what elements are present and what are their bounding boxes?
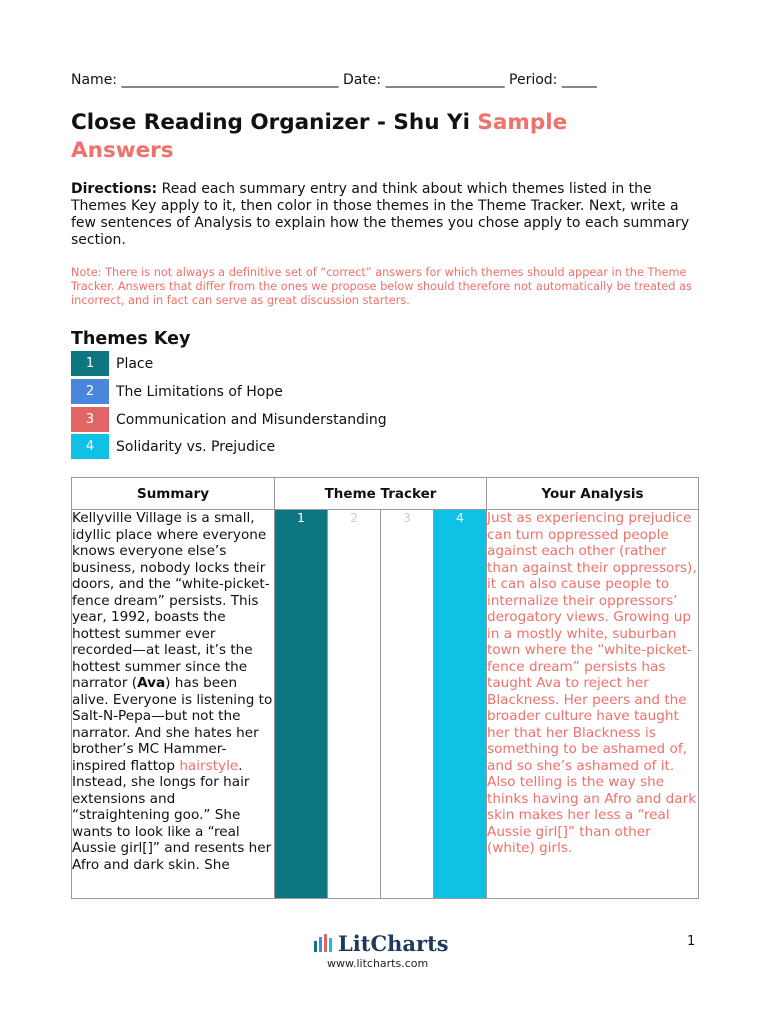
theme-number-badge: 3 (71, 407, 109, 432)
theme-number-badge: 2 (71, 379, 109, 404)
theme-cell-4[interactable]: 4 (434, 510, 487, 899)
theme-label: Communication and Misunderstanding (116, 411, 387, 428)
date-label: Date: (342, 72, 382, 88)
footer-url[interactable]: www.litcharts.com (327, 957, 429, 970)
theme-tracker-table (71, 477, 699, 899)
summary-cell (72, 510, 275, 899)
litcharts-logo[interactable] (314, 929, 449, 957)
theme-key-item (71, 351, 153, 376)
date-field[interactable]: _________________ (385, 72, 505, 88)
directions-text: Read each summary entry and think about which themes listed in the Themes Key apply to it, then color in those themes in the Theme Tracker. Next, write a few sentences of Analysis to explain how the themes you chose apply to each summary section. (71, 181, 690, 248)
note-paragraph: Note: There is not always a definitive set of “correct” answers for which themes should appear in the Theme Tracker. Answers that differ from the ones we propose below should therefore not automatically be treated as incorrect, and in fact can serve as great discussion starters. (71, 266, 692, 307)
page-title (71, 109, 671, 165)
term-link[interactable]: hairstyle (179, 757, 239, 774)
logo-text: LitCharts (338, 930, 449, 956)
name-field[interactable]: _______________________________ (121, 72, 339, 88)
theme-key-item (71, 434, 275, 459)
directions-paragraph (71, 181, 701, 249)
table-row (72, 510, 699, 899)
theme-label: Place (116, 355, 154, 372)
theme-number-badge: 4 (71, 434, 109, 459)
analysis-cell[interactable]: Just as experiencing prejudice can turn oppressed people against each other (rather than against their oppressors), it can also cause people to internalize their oppressors’ derogatory views. Growing up in a mostly white, suburban town where the “white-picket-fence dream” persists has taught Ava to reject her Blackness. Her peers and the broader culture have taught her that her Blackness is something to be ashamed of, and so she’s ashamed of it. Also telling is the way she thinks having an Afro and dark skin makes her less a “real Aussie girl[]” than other (white) girls. (487, 510, 699, 899)
theme-key-item (71, 407, 387, 432)
logo-bars-icon (314, 934, 334, 952)
theme-key-item (71, 379, 283, 404)
summary-header: Summary (72, 478, 275, 510)
summary-text: Kellyville Village is a small, idyllic place where everyone knows everyone else’s business, nobody locks their doors, and the “white-picket-fence dream” persists. This year, 1992, boasts the hottest summer ever recorded—at least, it’s the hottest summer since the narrator ( (72, 510, 270, 691)
period-label: Period: (509, 72, 558, 88)
period-field[interactable]: _____ (561, 72, 597, 88)
theme-tracker-header: Theme Tracker (275, 478, 487, 510)
theme-label: Solidarity vs. Prejudice (116, 438, 276, 455)
title-main: Close Reading Organizer - Shu Yi (71, 110, 478, 135)
title-accent: Sample Answers (71, 110, 568, 163)
themes-key-heading: Themes Key (71, 329, 191, 349)
theme-number-badge: 1 (71, 351, 109, 376)
analysis-header: Your Analysis (487, 478, 699, 510)
character-name: Ava (137, 675, 166, 691)
theme-cell-1[interactable]: 1 (275, 510, 328, 899)
student-info-line (71, 72, 597, 88)
theme-cell-3[interactable]: 3 (381, 510, 434, 899)
name-label: Name: (71, 72, 118, 88)
theme-label: The Limitations of Hope (116, 383, 283, 400)
table-header-row (72, 478, 699, 510)
directions-label: Directions: (71, 181, 158, 197)
theme-cell-2[interactable]: 2 (328, 510, 381, 899)
page-number: 1 (687, 934, 696, 949)
summary-text: . Instead, she longs for hair extensions and “straightening goo.” She wants to look like a “real Aussie girl[]” and resents her Afro and dark skin. She (72, 757, 272, 873)
summary-text: ) has been alive. Everyone is listening to Salt-N-Pepa—but not the narrator. And she hates her brother’s MC Hammer-inspired flattop (72, 675, 273, 774)
